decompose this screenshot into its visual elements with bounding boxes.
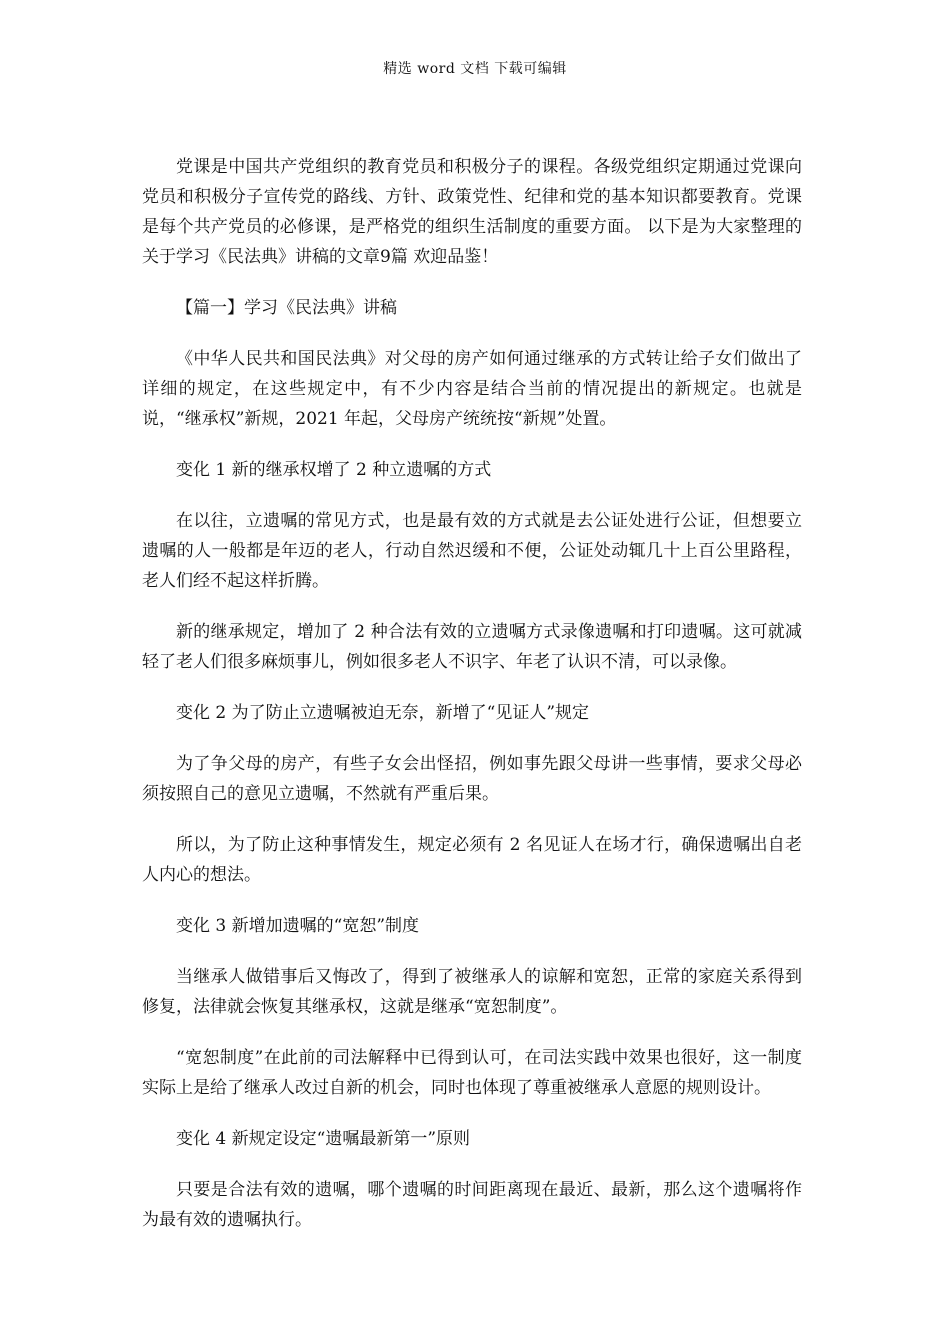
body-paragraph: 所以，为了防止这种事情发生，规定必须有 2 名见证人在场才行，确保遗嘱出自老人内心的想法。	[142, 835, 802, 885]
section-title: 【篇一】学习《民法典》讲稿	[176, 298, 397, 318]
body-paragraph: 《中华人民共和国民法典》对父母的房产如何通过继承的方式转让给子女们做出了详细的规定，在这些规定中，有不少内容是结合当前的情况提出的新规定。也就是说，“继承权”新规，2021 年起，父母房产统统按“新规”处置。	[142, 349, 802, 429]
body-paragraph: 当继承人做错事后又悔改了，得到了被继承人的谅解和宽恕，正常的家庭关系得到修复，法律就会恢复其继承权，这就是继承“宽恕制度”。	[142, 967, 802, 1017]
body-paragraph: “宽恕制度”在此前的司法解释中已得到认可，在司法实践中效果也很好，这一制度实际上是给了继承人改过自新的机会，同时也体现了尊重被继承人意愿的规则设计。	[142, 1048, 802, 1098]
body-paragraph: 为了争父母的房产，有些子女会出怪招，例如事先跟父母讲一些事情，要求父母必须按照自己的意见立遗嘱，不然就有严重后果。	[142, 754, 802, 804]
subheading-change-1: 变化 1 新的继承权增了 2 种立遗嘱的方式	[176, 460, 492, 480]
intro-paragraph: 党课是中国共产党组织的教育党员和积极分子的课程。各级党组织定期通过党课向党员和积极分子宣传党的路线、方针、政策党性、纪律和党的基本知识都要教育。党课是每个共产党员的必修课，是严格党的组织生活制度的重要方面。 以下是为大家整理的关于学习《民法典》讲稿的文章9篇 欢迎品鉴！	[142, 157, 802, 267]
body-paragraph: 新的继承规定，增加了 2 种合法有效的立遗嘱方式录像遗嘱和打印遗嘱。这可就减轻了老人们很多麻烦事儿，例如很多老人不识字、年老了认识不清，可以录像。	[142, 622, 802, 672]
subheading-change-4: 变化 4 新规定设定“遗嘱最新第一”原则	[176, 1129, 471, 1149]
subheading-change-3: 变化 3 新增加遗嘱的“宽恕”制度	[176, 916, 420, 936]
body-paragraph: 在以往，立遗嘱的常见方式，也是最有效的方式就是去公证处进行公证，但想要立遗嘱的人一般都是年迈的老人，行动自然迟缓和不便，公证处动辄几十上百公里路程，老人们经不起这样折腾。	[142, 511, 802, 591]
body-paragraph: 只要是合法有效的遗嘱，哪个遗嘱的时间距离现在最近、最新，那么这个遗嘱将作为最有效的遗嘱执行。	[142, 1180, 802, 1230]
page-header: 精选 word 文档 下载可编辑	[383, 61, 567, 77]
document-body	[142, 152, 802, 1256]
subheading-change-2: 变化 2 为了防止立遗嘱被迫无奈，新增了“见证人”规定	[176, 703, 590, 723]
